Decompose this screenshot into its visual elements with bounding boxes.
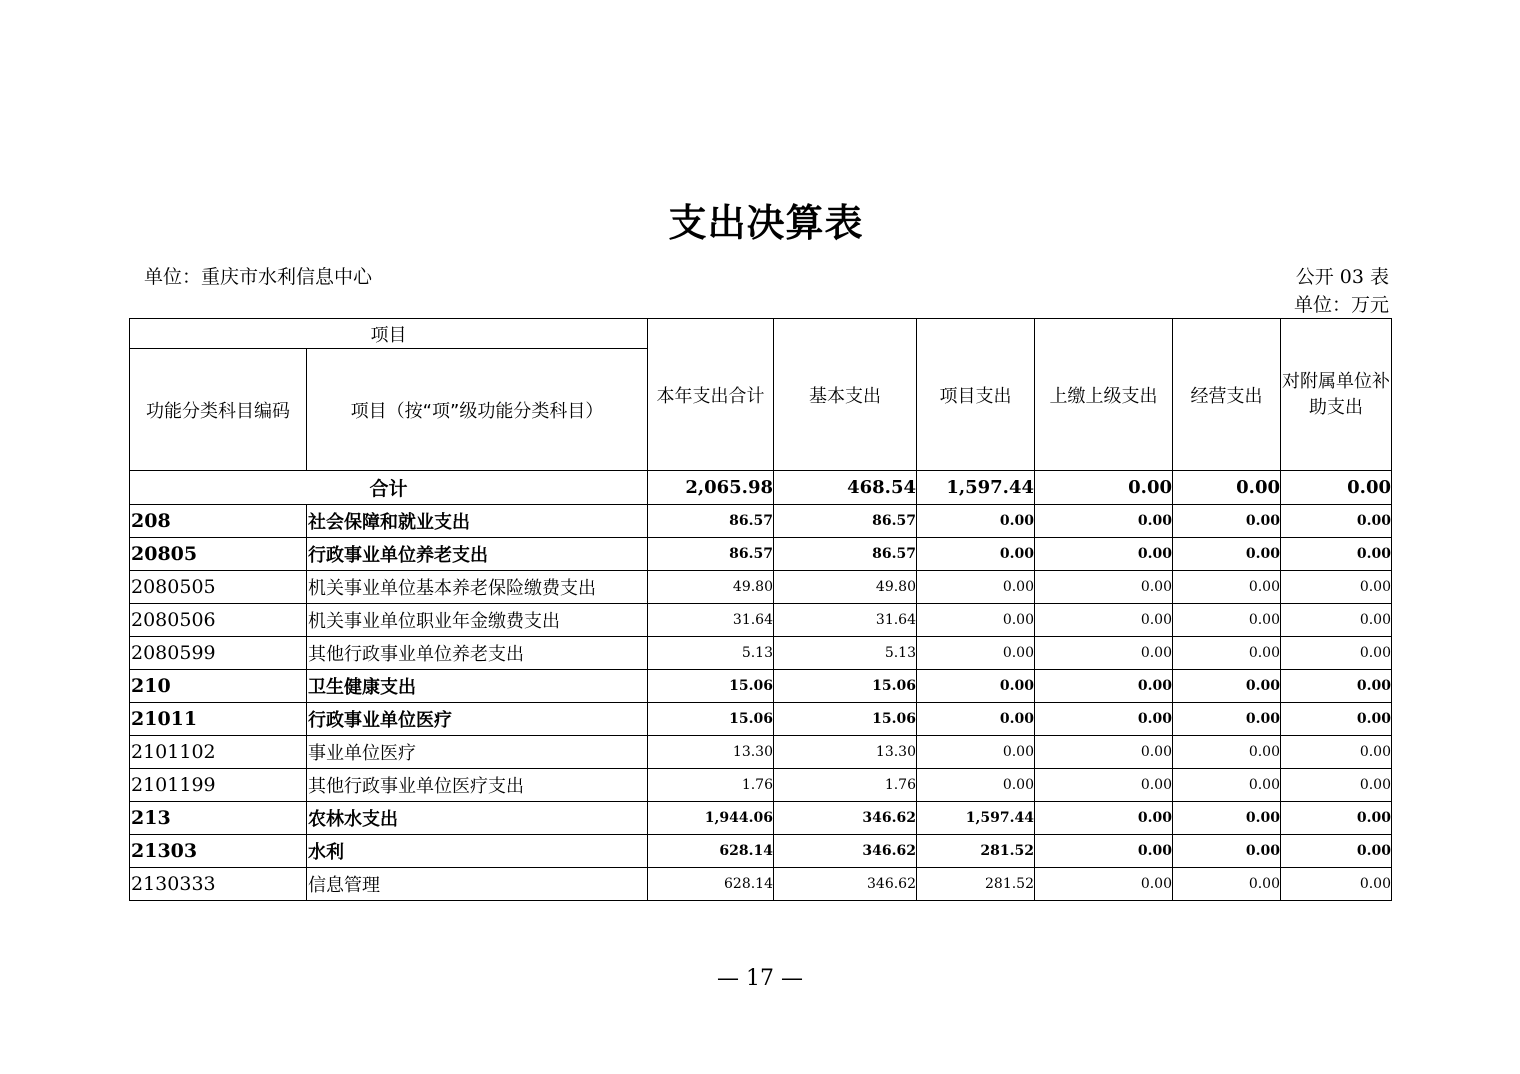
header-row-top [130,319,1392,349]
row-value: 15.06 [648,703,774,736]
row-value: 0.00 [1035,670,1173,703]
row-value: 49.80 [648,571,774,604]
row-value: 0.00 [1173,769,1281,802]
row-value: 346.62 [774,802,917,835]
row-value: 1.76 [648,769,774,802]
row-value: 281.52 [917,835,1035,868]
row-value: 0.00 [1173,538,1281,571]
header-upper: 上缴上级支出 [1035,319,1173,471]
table-row [130,571,1392,604]
row-code: 20805 [130,538,307,571]
row-code: 2080505 [130,571,307,604]
row-name: 信息管理 [307,868,648,901]
row-value: 0.00 [1173,868,1281,901]
row-value: 5.13 [648,637,774,670]
header-name: 项目（按“项”级功能分类科目） [307,349,648,471]
row-code: 2130333 [130,868,307,901]
table-row [130,637,1392,670]
row-value: 0.00 [917,670,1035,703]
row-value: 0.00 [1281,703,1392,736]
row-name: 机关事业单位职业年金缴费支出 [307,604,648,637]
table-row [130,505,1392,538]
table-row [130,802,1392,835]
row-code: 21303 [130,835,307,868]
row-name: 社会保障和就业支出 [307,505,648,538]
row-value: 0.00 [917,538,1035,571]
header-total: 本年支出合计 [648,319,774,471]
row-value: 0.00 [1035,802,1173,835]
row-value: 13.30 [648,736,774,769]
total-row [130,471,1392,505]
row-name: 行政事业单位养老支出 [307,538,648,571]
row-value: 86.57 [648,505,774,538]
row-code: 208 [130,505,307,538]
row-value: 346.62 [774,868,917,901]
header-project: 项目 [130,319,648,349]
row-code: 21011 [130,703,307,736]
row-value: 0.00 [1173,571,1281,604]
table-number: 公开 03 表 [1295,266,1389,288]
row-value: 0.00 [917,736,1035,769]
table-row [130,538,1392,571]
currency-unit: 单位：万元 [1293,294,1389,316]
row-value: 0.00 [1281,868,1392,901]
row-value: 86.57 [774,538,917,571]
row-value: 628.14 [648,868,774,901]
row-value: 0.00 [1281,604,1392,637]
row-name: 农林水支出 [307,802,648,835]
row-value: 1.76 [774,769,917,802]
total-label: 合计 [130,471,648,505]
row-value: 0.00 [1281,637,1392,670]
table-row [130,868,1392,901]
row-value: 13.30 [774,736,917,769]
row-value: 1,597.44 [917,802,1035,835]
row-code: 2080599 [130,637,307,670]
row-code: 2101199 [130,769,307,802]
total-value: 2,065.98 [648,471,774,505]
row-value: 0.00 [1281,802,1392,835]
table-row [130,604,1392,637]
row-value: 15.06 [648,670,774,703]
row-value: 346.62 [774,835,917,868]
row-value: 0.00 [917,604,1035,637]
row-value: 86.57 [648,538,774,571]
row-value: 0.00 [1035,835,1173,868]
row-value: 0.00 [1173,505,1281,538]
row-code: 2080506 [130,604,307,637]
row-value: 0.00 [1035,505,1173,538]
row-name: 行政事业单位医疗 [307,703,648,736]
row-value: 0.00 [1173,703,1281,736]
expenditure-table [129,318,1392,901]
row-value: 628.14 [648,835,774,868]
header-basic: 基本支出 [774,319,917,471]
table-row [130,670,1392,703]
total-value: 1,597.44 [917,471,1035,505]
row-value: 0.00 [1173,604,1281,637]
page-number: — 17 — [717,966,803,991]
row-value: 0.00 [917,505,1035,538]
header-code: 功能分类科目编码 [130,349,307,471]
row-value: 0.00 [1173,637,1281,670]
page-title: 支出决算表 [668,201,864,245]
row-value: 0.00 [1281,571,1392,604]
row-value: 281.52 [917,868,1035,901]
row-value: 0.00 [917,769,1035,802]
reporting-unit: 单位：重庆市水利信息中心 [144,266,373,288]
table-row [130,736,1392,769]
row-name: 其他行政事业单位医疗支出 [307,769,648,802]
table-row [130,703,1392,736]
row-value: 0.00 [917,703,1035,736]
row-value: 0.00 [1035,604,1173,637]
row-value: 15.06 [774,670,917,703]
row-value: 0.00 [1281,538,1392,571]
row-code: 213 [130,802,307,835]
row-code: 210 [130,670,307,703]
row-name: 机关事业单位基本养老保险缴费支出 [307,571,648,604]
row-value: 86.57 [774,505,917,538]
header-subsidy: 对附属单位补助支出 [1281,319,1392,471]
table-row [130,769,1392,802]
row-value: 0.00 [1035,868,1173,901]
row-value: 0.00 [1035,538,1173,571]
row-value: 0.00 [1035,703,1173,736]
row-value: 0.00 [1035,571,1173,604]
row-value: 0.00 [917,571,1035,604]
row-value: 0.00 [917,637,1035,670]
row-value: 0.00 [1173,670,1281,703]
header-operating: 经营支出 [1173,319,1281,471]
row-value: 0.00 [1035,637,1173,670]
row-value: 0.00 [1281,670,1392,703]
table-row [130,835,1392,868]
row-value: 0.00 [1281,769,1392,802]
row-value: 0.00 [1281,835,1392,868]
total-value: 0.00 [1035,471,1173,505]
row-value: 15.06 [774,703,917,736]
header-project-expenditure: 项目支出 [917,319,1035,471]
row-value: 1,944.06 [648,802,774,835]
total-value: 0.00 [1281,471,1392,505]
row-value: 31.64 [648,604,774,637]
row-value: 0.00 [1035,769,1173,802]
row-name: 水利 [307,835,648,868]
row-value: 31.64 [774,604,917,637]
row-value: 49.80 [774,571,917,604]
row-value: 0.00 [1281,736,1392,769]
row-value: 0.00 [1281,505,1392,538]
row-value: 5.13 [774,637,917,670]
total-value: 0.00 [1173,471,1281,505]
row-name: 事业单位医疗 [307,736,648,769]
row-value: 0.00 [1173,736,1281,769]
total-value: 468.54 [774,471,917,505]
row-name: 卫生健康支出 [307,670,648,703]
row-code: 2101102 [130,736,307,769]
row-value: 0.00 [1035,736,1173,769]
row-value: 0.00 [1173,835,1281,868]
row-name: 其他行政事业单位养老支出 [307,637,648,670]
row-value: 0.00 [1173,802,1281,835]
